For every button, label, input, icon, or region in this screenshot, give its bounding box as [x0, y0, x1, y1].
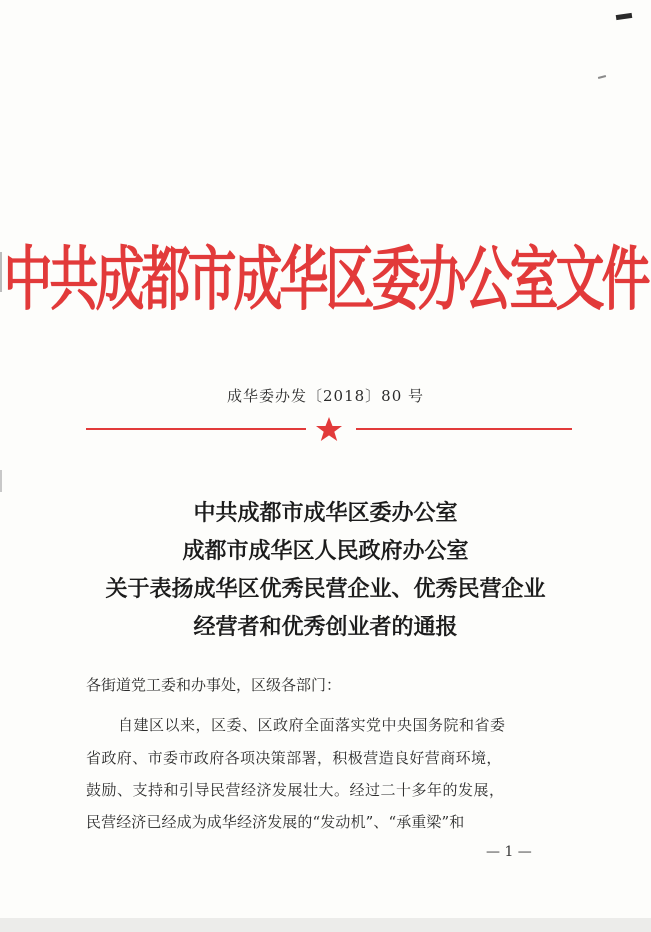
body-text-line: 民营经济已经成为成华经济发展的“发动机”、“承重梁”和	[86, 813, 465, 831]
title-line: 中共成都市成华区委办公室	[193, 500, 458, 526]
body-text-line: 鼓励、支持和引导民营经济发展壮大。经过二十多年的发展，	[86, 781, 505, 799]
title-line: 成都市成华区人民政府办公室	[182, 538, 469, 564]
title-line: 关于表扬成华区优秀民营企业、优秀民营企业	[105, 576, 546, 602]
scan-artifact	[0, 918, 651, 932]
red-masthead-title: 中共成都市成华区委办公室文件	[3, 237, 648, 321]
addressee-line: 各街道党工委和办事处，区级各部门：	[86, 676, 342, 694]
document-title	[0, 494, 651, 646]
document-number: 成华委办发〔2018〕80 号	[226, 387, 425, 405]
body-text-line: 省政府、市委市政府各项决策部署，积极营造良好营商环境，	[86, 749, 502, 767]
page-number: — 1 —	[486, 844, 532, 860]
red-divider-line-right	[356, 428, 572, 430]
title-line: 经营者和优秀创业者的通报	[193, 614, 458, 640]
body-text-line: 自建区以来，区委、区政府全面落实党中央国务院和省委	[118, 716, 506, 734]
scan-artifact	[598, 75, 606, 79]
red-divider-line-left	[86, 428, 306, 430]
scan-artifact	[616, 13, 633, 20]
star-icon	[314, 416, 344, 442]
scan-artifact	[0, 470, 2, 492]
